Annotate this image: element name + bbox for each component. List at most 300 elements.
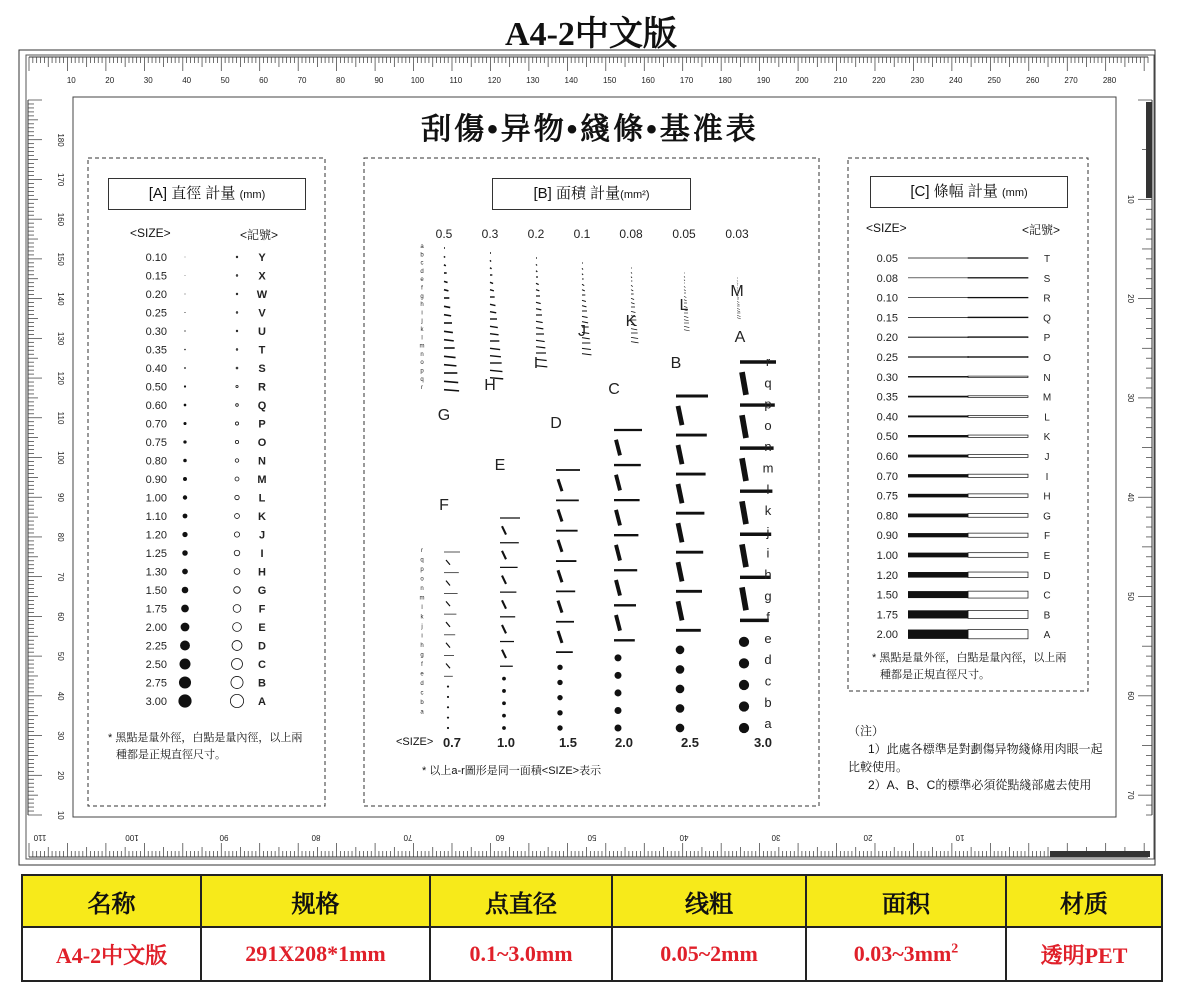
panel-b-lower-shape-letter: n [420, 586, 424, 592]
panel-c-black-line [908, 494, 968, 497]
panel-a-code-header: <記號> [240, 228, 279, 242]
panel-b-lower-shape-letter: p [420, 567, 424, 573]
panel-a-black-dot [184, 312, 185, 313]
top-ruler-label: 220 [872, 76, 886, 85]
panel-c-black-line [908, 376, 968, 377]
panel-c-black-line [908, 455, 968, 458]
panel-b-upper-shape [631, 277, 632, 278]
left-ruler-label: 130 [56, 331, 65, 346]
panel-c-black-line [908, 572, 968, 578]
spec-value-name: A4-2中文版 [22, 927, 201, 981]
panel-c-code: F [1043, 531, 1051, 543]
panel-c-code: B [1043, 610, 1051, 622]
panel-a-size: 1.25 [145, 548, 167, 560]
panel-b-lower-dot [447, 727, 449, 729]
panel-b-upper-shape [684, 330, 690, 331]
panel-c-size: 0.05 [876, 253, 898, 265]
panel-a-note-line1: * 黑點是量外徑，白點是量內徑，以上兩 [108, 732, 303, 744]
panel-b-lower-slash [678, 601, 682, 620]
right-ruler-label: 40 [1126, 492, 1135, 502]
panel-a-size: 0.50 [145, 381, 167, 394]
panel-b-lower-shape-letter: g [420, 652, 424, 659]
spec-value-row [22, 927, 1162, 981]
top-ruler-label: 180 [718, 76, 732, 85]
panel-c-black-line [908, 591, 968, 598]
panel-c-black-line [908, 297, 968, 298]
panel-b-shape-letter: i [766, 545, 770, 561]
panel-b-lower-shape-letter: a [420, 709, 424, 716]
top-ruler-label: 90 [374, 76, 384, 85]
panel-a-size: 1.75 [145, 603, 167, 616]
panel-b-upper-shape [582, 306, 586, 307]
panel-a-black-dot [185, 275, 186, 276]
panel-a-size: 0.60 [145, 400, 167, 412]
panel-b-lower-dot [739, 701, 749, 711]
panel-b-upper-shape [536, 302, 541, 303]
panel-b-shape-letter: m [762, 460, 774, 476]
panel-b-upper-shape [737, 308, 740, 309]
panel-b-upper-shape [536, 264, 537, 265]
panel-a-size: 0.30 [145, 326, 167, 338]
panel-b-upper-shape [490, 348, 500, 349]
panel-a-size: 0.25 [145, 307, 167, 320]
panel-b-lower-shape-letter: m [419, 595, 425, 602]
panel-c-inner-line [968, 376, 1028, 377]
panel-c-note [872, 650, 1066, 684]
panel-b-upper-shape [536, 271, 537, 272]
panel-c-code: K [1043, 432, 1051, 444]
panel-c-code: I [1045, 471, 1049, 483]
notes-line3: 2）A、B、C的標準必須從點綫部處去使用 [868, 778, 1092, 792]
panel-b-lower-slash [446, 601, 450, 606]
panel-b-lower-shape-letter: b [420, 700, 424, 706]
panel-b-upper-letter: G [437, 407, 451, 424]
panel-b-lower-slash [446, 560, 450, 565]
panel-b-lower-slash [446, 581, 450, 586]
panel-c-inner-line [968, 494, 1028, 497]
panel-b-shape-letter: c [764, 673, 772, 689]
panel-b-upper-letter: L [679, 297, 689, 314]
panel-b-lower-shape-letter: o [420, 576, 424, 583]
panel-b-upper-shape [536, 328, 543, 329]
panel-c-inner-line [968, 610, 1028, 618]
spec-value-size: 291X208*1mm [201, 927, 430, 981]
top-ruler-label: 50 [220, 76, 230, 85]
panel-b-lower-slash [558, 631, 562, 643]
panel-b-upper-shape-letter: n [420, 351, 424, 358]
panel-b-upper-shape [444, 281, 448, 282]
panel-a-black-dot [185, 294, 186, 295]
panel-c-black-line [908, 553, 968, 558]
spec-header-row [22, 875, 1162, 927]
panel-a-white-dot [235, 477, 239, 481]
left-ruler-label: 140 [56, 292, 65, 306]
panel-a-size: 1.10 [145, 511, 167, 523]
panel-b-upper-letter: I [533, 355, 539, 372]
bottom-ruler-label: 80 [311, 833, 321, 842]
panel-a-black-dot [184, 404, 187, 407]
panel-b-upper-shape [684, 290, 686, 291]
bottom-ruler-label: 10 [955, 833, 965, 842]
panel-b-lower-dot [447, 717, 449, 719]
panel-b-upper-shape [444, 331, 453, 332]
panel-a-white-dot [235, 440, 238, 443]
panel-b-upper-shape-letter: c [420, 260, 424, 267]
panel-b-shape-letter: l [766, 481, 770, 497]
panel-a-black-dot [182, 587, 189, 594]
panel-b-shape-letter: p [764, 396, 772, 412]
right-ruler-label: 60 [1126, 691, 1135, 701]
panel-c-inner-line [968, 455, 1028, 458]
panel-c-black-line [908, 356, 968, 357]
panel-b-upper-shape [684, 316, 688, 317]
panel-b-shape-letter: f [766, 609, 770, 625]
bottom-ruler-label: 70 [403, 833, 413, 842]
panel-b-lower-dot [676, 665, 685, 674]
panel-b-upper-shape [631, 298, 634, 299]
panel-b-lower-letter: D [550, 415, 562, 432]
panel-b-lower-dot [557, 665, 562, 670]
panel-c-black-line [908, 396, 968, 398]
panel-a-code: U [258, 326, 266, 338]
panel-b-shape-letter: e [764, 630, 772, 646]
top-ruler-label: 260 [1025, 76, 1040, 85]
panel-b-upper-shape [684, 280, 685, 281]
panel-c-code: E [1043, 551, 1051, 562]
top-ruler-label: 160 [641, 76, 655, 85]
panel-b-bottom-size: 0.7 [442, 735, 462, 750]
panel-b-upper-shape [631, 342, 639, 343]
panel-c-unit: (mm) [1002, 187, 1028, 199]
panel-b-upper-shape-letter: p [420, 368, 424, 375]
panel-b-lower-slash [502, 625, 506, 633]
panel-c-code: N [1043, 372, 1051, 384]
panel-b-upper-shape [631, 303, 635, 304]
panel-b-lower-slash [742, 458, 746, 481]
top-ruler-label: 70 [297, 76, 307, 85]
spec-header-size: 规格 [201, 875, 430, 927]
panel-c-size: 0.80 [876, 510, 898, 523]
panel-b-bottom-size: 1.5 [558, 735, 578, 750]
spec-value-line: 0.05~2mm [612, 927, 806, 981]
panel-a-white-dot [236, 349, 238, 351]
document-title: A4-2中文版 [505, 16, 677, 53]
panel-b-upper-shape-letter: o [420, 360, 424, 367]
panel-a-code: T [258, 344, 266, 357]
left-ruler-label: 110 [56, 411, 65, 425]
panel-c-black-line [908, 415, 968, 417]
panel-c-inner-line [968, 572, 1028, 578]
panel-c-size: 0.40 [876, 411, 898, 424]
panel-b-shape-letter: q [764, 375, 772, 391]
panel-c-inner-line [968, 533, 1028, 537]
panel-b-lower-shape-letter: k [420, 614, 424, 621]
panel-b-lower-slash [678, 523, 682, 542]
panel-a-white-dot [235, 514, 240, 519]
panel-b-upper-shape [684, 320, 689, 321]
panel-b-lower-shape-letter: q [420, 557, 424, 564]
bottom-ruler-label: 50 [587, 833, 597, 842]
panel-c-size: 0.10 [876, 292, 898, 305]
panel-b-lower-dot [557, 725, 562, 730]
panel-c-inner-line [968, 435, 1028, 437]
spec-value-dot: 0.1~3.0mm [430, 927, 612, 981]
panel-a-title-text: [A] 直徑 計量 [148, 185, 236, 202]
panel-b-upper-letter: J [578, 323, 586, 340]
panel-b-upper-shape-letter: a [420, 244, 424, 250]
panel-b-lower-dot [502, 714, 506, 718]
panel-b-upper-shape [582, 274, 583, 275]
panel-c-size: 1.50 [876, 589, 898, 602]
panel-a-size: 0.40 [145, 363, 167, 375]
panel-b-upper-shape [582, 300, 586, 301]
panel-a-black-dot [182, 569, 188, 575]
panel-b-lower-dot [447, 686, 449, 688]
panel-b-lower-slash [678, 406, 682, 425]
panel-a-black-dot [183, 495, 187, 499]
top-ruler-label: 120 [487, 76, 501, 85]
top-ruler-label: 250 [987, 76, 1001, 85]
panel-b-top-size: 0.05 [672, 227, 696, 241]
panel-b-lower-dot [739, 723, 749, 733]
panel-b-upper-shape-letter: e [420, 277, 424, 284]
panel-a-white-dot [234, 569, 240, 575]
panel-a-code: V [258, 307, 266, 320]
panel-b-upper-shape-letter: l [421, 335, 423, 342]
panel-c-size: 0.75 [876, 490, 898, 503]
notes-line1: 1）此處各標準是對劃傷异物綫條用肉眼一起 [868, 742, 1103, 756]
panel-c-inner-line [968, 514, 1028, 518]
right-ruler-label: 70 [1126, 790, 1135, 800]
left-ruler-label: 120 [56, 371, 65, 386]
right-ruler-label: 10 [1126, 194, 1135, 204]
panel-b-lower-slash [678, 484, 682, 503]
panel-b-lower-slash [616, 615, 620, 631]
left-ruler-label: 80 [56, 532, 65, 542]
panel-b-shape-letter: k [764, 503, 772, 519]
panel-b-lower-shape-letter: h [420, 643, 424, 649]
panel-b-top-size: 0.2 [527, 227, 545, 241]
panel-b-upper-shape [490, 268, 492, 269]
panel-a-white-dot [235, 422, 238, 425]
panel-b-lower-dot [447, 706, 449, 708]
panel-b-title-text: [B] 面積 計量 [533, 185, 621, 202]
panel-b-upper-letter: M [730, 283, 744, 300]
panel-c-inner-line [968, 317, 1028, 318]
panel-b-upper-shape-letter: d [420, 268, 424, 275]
panel-a-size: 1.00 [145, 492, 167, 505]
top-ruler-label: 150 [602, 76, 617, 85]
panel-a-code: G [257, 585, 267, 597]
left-ruler-label: 10 [56, 810, 65, 820]
panel-c-inner-line [968, 297, 1028, 298]
panel-b-upper-shape [444, 365, 456, 366]
panel-a-size: 1.30 [145, 566, 167, 579]
panel-b-shape-letter: n [764, 439, 772, 455]
panel-b-upper-shape [444, 256, 445, 257]
left-ruler-label: 70 [56, 572, 65, 582]
panel-a-code: L [258, 492, 266, 505]
panel-a-white-dot [236, 275, 238, 277]
top-ruler-label: 40 [182, 76, 192, 85]
panel-a-unit: (mm) [239, 189, 266, 201]
panel-b-lower-slash [558, 510, 562, 522]
panel-c-inner-line [968, 591, 1028, 598]
panel-c-code: M [1042, 392, 1052, 404]
panel-a-white-dot [236, 330, 238, 332]
bottom-ruler-label: 110 [33, 833, 47, 842]
panel-b-lower-slash [742, 587, 746, 610]
panel-b-top-size: 0.5 [435, 227, 453, 241]
panel-b-lower-slash [616, 580, 620, 596]
panel-a-code: J [258, 529, 266, 542]
panel-b-lower-letter: E [494, 457, 506, 474]
panel-a-size: 0.35 [145, 344, 167, 357]
panel-c-code: O [1043, 353, 1051, 364]
panel-c-code: R [1043, 293, 1051, 305]
panel-a-code: X [258, 270, 266, 283]
panel-c-code: C [1043, 590, 1051, 602]
panel-a-size: 2.25 [145, 640, 167, 653]
panel-a-black-dot [183, 514, 188, 519]
panel-b-lower-shape-letter: f [421, 662, 423, 668]
panel-b-bottom-size: 1.0 [496, 735, 516, 750]
panel-b-lower-slash [742, 415, 746, 438]
panel-a-size: 2.75 [145, 677, 167, 690]
panel-b-note: * 以上a-r圖形是同一面積<SIZE>表示 [422, 765, 602, 777]
panel-b-upper-shape [536, 283, 539, 284]
panel-c-black-line [908, 630, 968, 639]
panel-b-lower-slash [616, 510, 620, 526]
panel-b-upper-shape [444, 340, 454, 341]
panel-b-lower-dot [557, 680, 562, 685]
panel-c-black-line [908, 610, 968, 618]
panel-c-black-line [908, 278, 968, 279]
panel-b-top-size: 0.03 [725, 227, 749, 241]
panel-c-size: 0.08 [876, 272, 898, 285]
panel-b-upper-shape [444, 381, 458, 382]
panel-b-lower-dot [676, 646, 685, 655]
panel-c-size-header: <SIZE> [866, 221, 907, 235]
panel-a-code: E [258, 622, 266, 634]
panel-a-white-dot [234, 587, 241, 594]
panel-b-lower-dot [739, 658, 749, 668]
panel-c-code: H [1043, 491, 1051, 503]
sheet-title: 刮傷•异物•綫條•基准表 [421, 113, 759, 146]
panel-b-lower-shape-letter: l [421, 605, 423, 611]
panel-a-code: S [258, 363, 266, 375]
panel-b-upper-letter: K [625, 313, 637, 330]
panel-b-lower-slash [502, 600, 506, 608]
panel-b-shape-letter: h [764, 567, 772, 582]
panel-b-upper-shape [737, 304, 739, 305]
panel-b-lower-dot [676, 685, 685, 694]
right-ruler-bar [1146, 102, 1152, 198]
panel-c-note-line2: 種都是正規直徑尺寸。 [880, 669, 990, 681]
panel-a-code: D [258, 640, 266, 653]
panel-b-upper-shape [444, 290, 448, 291]
panel-a-size: 0.70 [145, 418, 167, 431]
panel-c-code: L [1044, 412, 1050, 424]
bottom-ruler-label: 90 [219, 833, 229, 842]
panel-a-size: 1.50 [145, 585, 167, 597]
panel-b-upper-shape [582, 316, 588, 317]
panel-a-white-dot [230, 694, 243, 707]
panel-a-white-dot [232, 641, 242, 651]
panel-b-lower-slash [558, 601, 562, 613]
panel-c-black-line [908, 337, 968, 338]
panel-c-size: 0.35 [876, 391, 898, 404]
panel-c-size: 0.50 [876, 431, 898, 444]
panel-a-black-dot [184, 385, 186, 387]
panel-b-upper-shape [684, 286, 685, 287]
panel-a-black-dot [184, 349, 186, 351]
panel-b-shape-letter: a [764, 716, 772, 732]
panel-a-size-header: <SIZE> [130, 226, 171, 240]
panel-a-code: Q [257, 400, 267, 412]
panel-a-code: H [258, 566, 266, 579]
panel-b-upper-shape [490, 282, 493, 283]
panel-b-upper-shape-letter: q [420, 376, 424, 383]
panel-a-white-dot [236, 256, 238, 258]
panel-b-upper-shape [737, 311, 740, 312]
spec-table [21, 874, 1163, 982]
panel-c-code: Q [1043, 313, 1051, 325]
panel-a-size: 3.00 [145, 696, 167, 708]
panel-a-black-dot [183, 422, 186, 425]
panel-c-inner-line [968, 396, 1028, 398]
panel-b-lower-slash [742, 544, 746, 567]
panel-b-lower-slash [678, 445, 682, 464]
panel-b-shape-letter: d [764, 652, 772, 668]
panel-b-shape-letter: r [765, 354, 771, 369]
panel-b-upper-shape-letter: b [420, 252, 424, 259]
panel-b-lower-shape-letter: i [421, 633, 423, 640]
panel-c-size: 0.30 [876, 371, 898, 384]
panel-c-black-line [908, 514, 968, 518]
panel-a-white-dot [236, 367, 238, 369]
panel-c-size: 0.25 [876, 352, 898, 364]
panel-b-lower-letter: F [439, 497, 449, 514]
panel-b-upper-shape [490, 334, 499, 335]
panel-b-upper-shape [444, 315, 451, 316]
panel-b-upper-shape [737, 301, 739, 302]
panel-a-size: 0.90 [145, 474, 167, 486]
panel-b-top-size: 0.1 [573, 227, 591, 241]
panel-a-note-line2: 種都是正規直徑尺寸。 [116, 749, 226, 761]
panel-b-upper-letter: H [484, 377, 496, 394]
panel-c-code: D [1043, 570, 1051, 582]
spec-header-dot: 点直径 [430, 875, 612, 927]
panel-b-lower-shape-letter: c [420, 690, 424, 697]
panel-a-white-dot [231, 676, 243, 688]
panel-b-unit: (mm²) [620, 189, 650, 201]
panel-c-inner-line [968, 356, 1028, 357]
panel-a-black-dot [182, 550, 188, 556]
panel-c-black-line [908, 533, 968, 537]
panel-a-code: N [258, 455, 266, 468]
top-ruler-label: 280 [1102, 76, 1117, 85]
panel-a-black-dot [185, 257, 186, 258]
panel-b-upper-shape [536, 309, 541, 310]
top-ruler-label: 230 [910, 76, 924, 85]
panel-b-upper-shape [444, 306, 450, 307]
top-ruler-label: 110 [449, 76, 463, 85]
right-ruler-label: 20 [1126, 294, 1135, 304]
spec-header-material: 材质 [1006, 875, 1162, 927]
panel-b-lower-shape-letter: r [421, 548, 423, 554]
panel-b-upper-shape [582, 290, 585, 291]
